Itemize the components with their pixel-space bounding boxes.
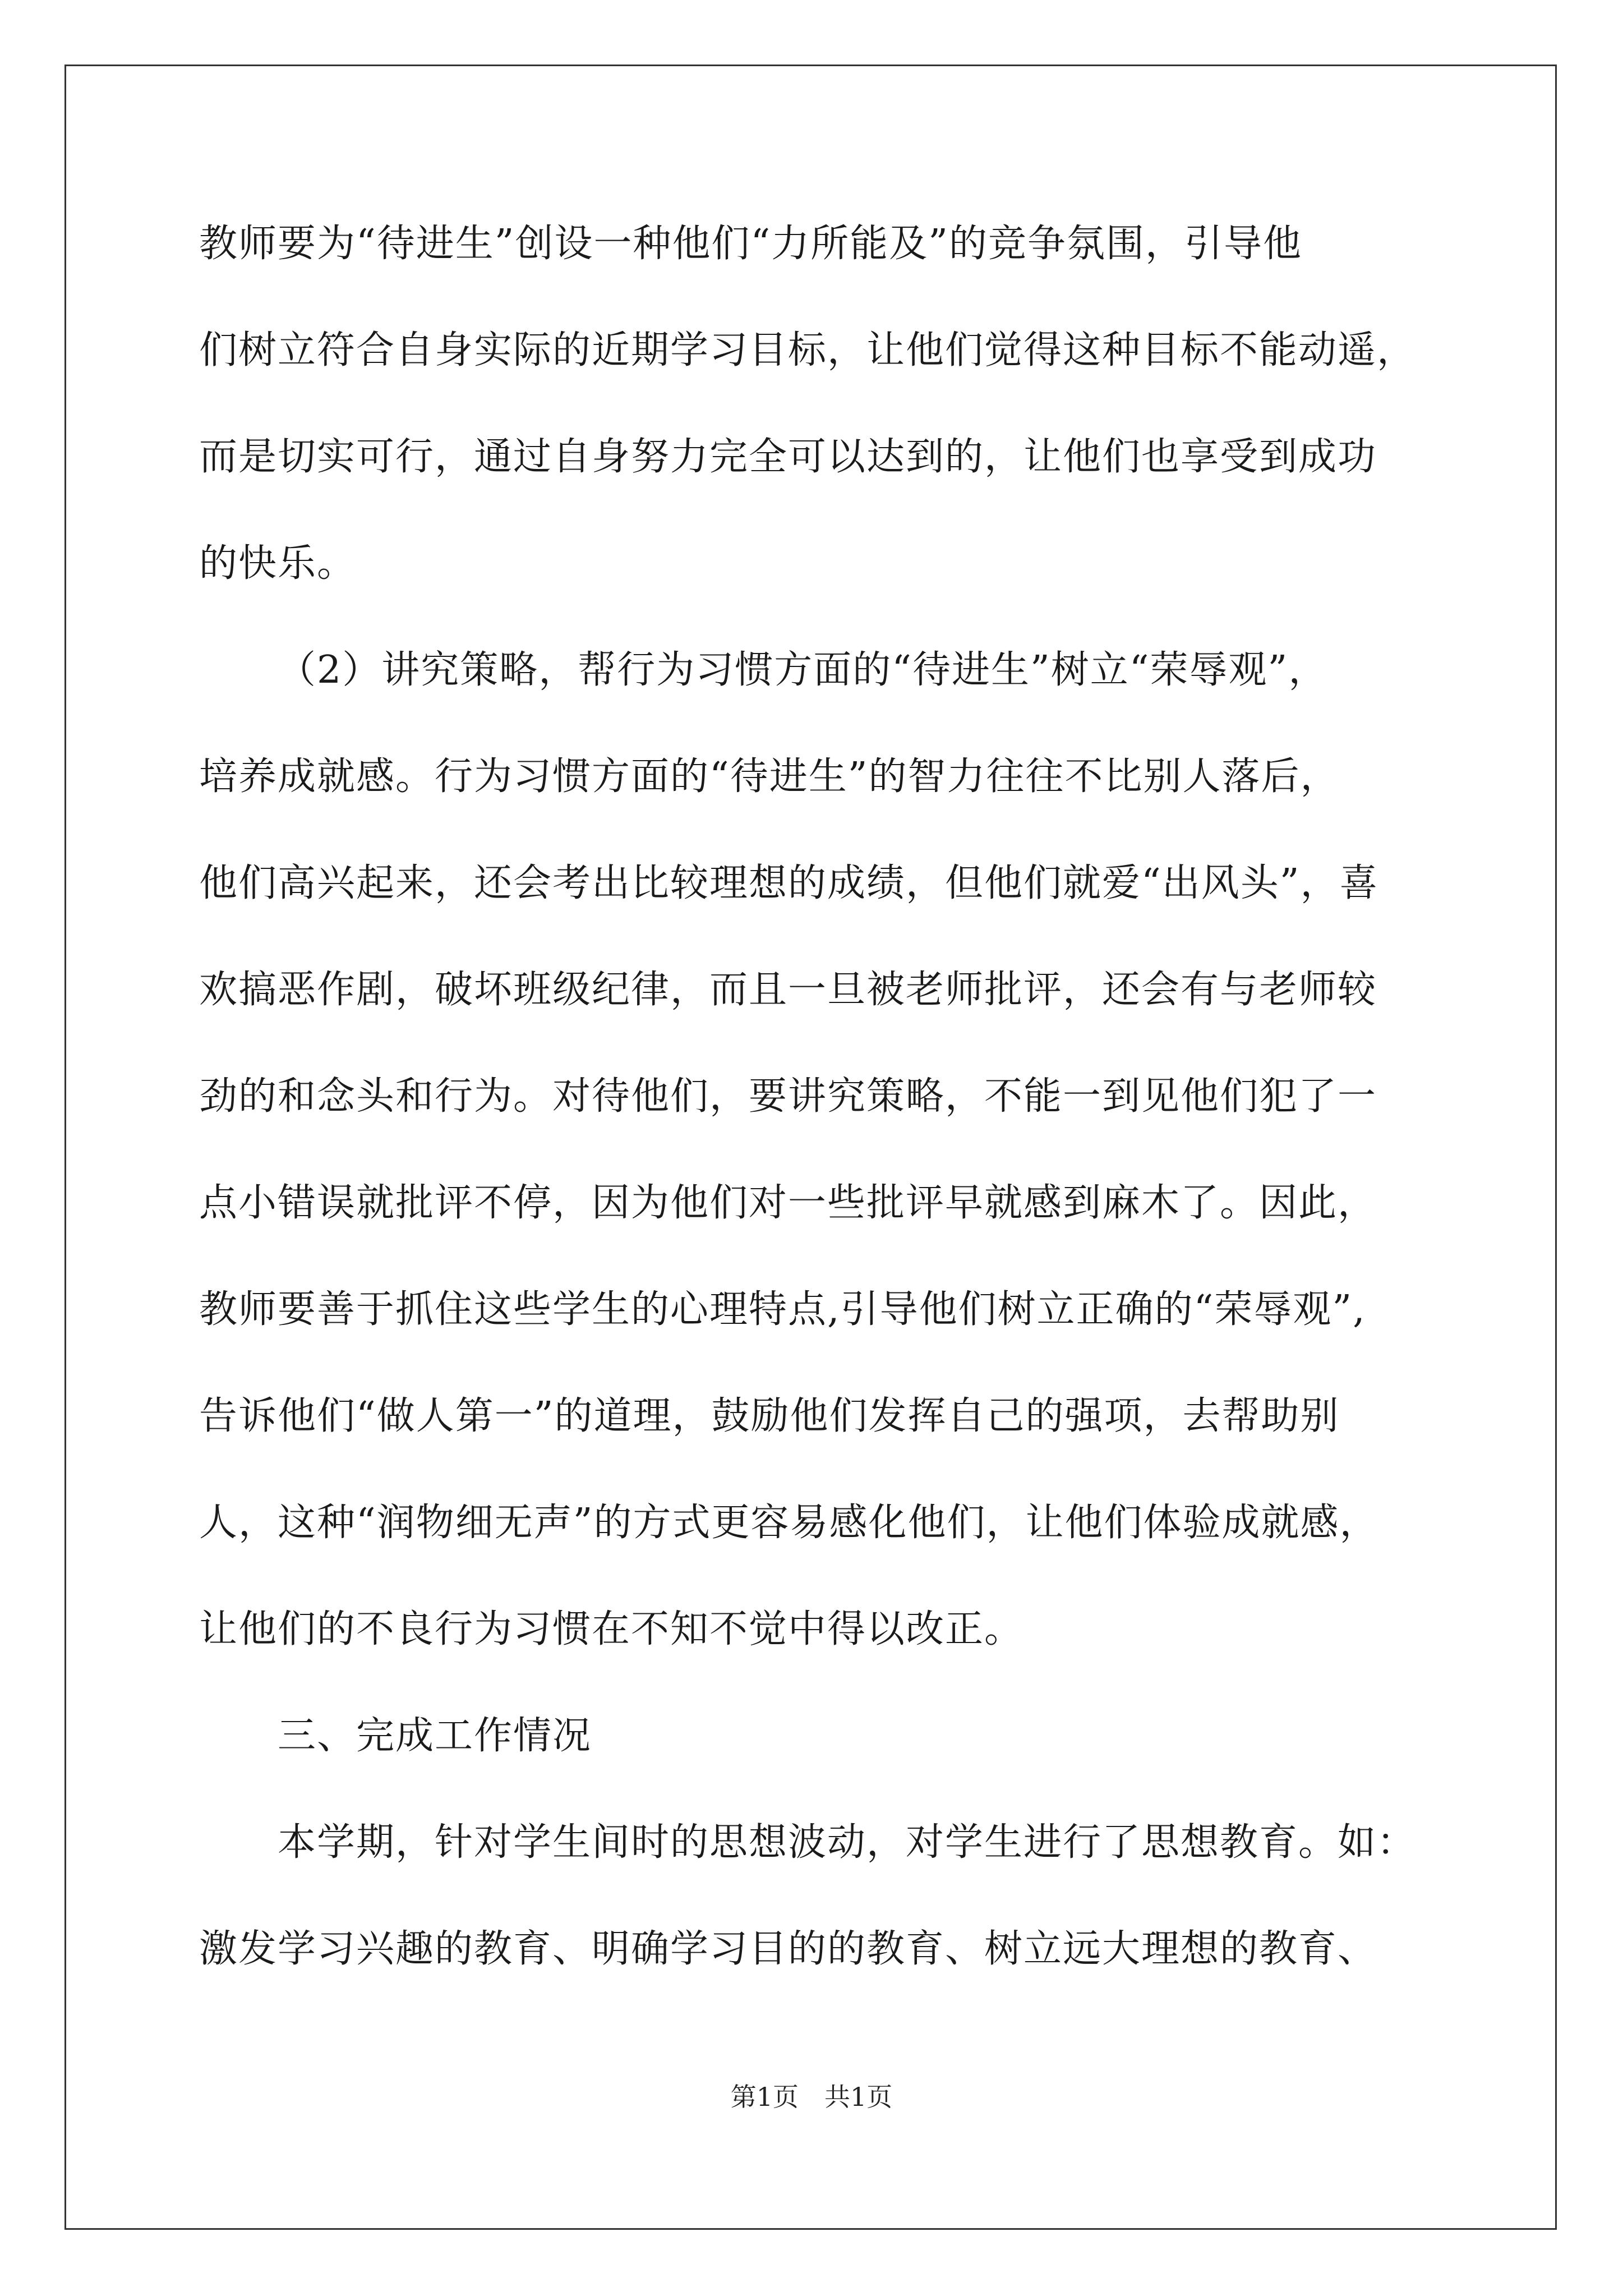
text-line: 们树立符合自身实际的近期学习目标，让他们觉得这种目标不能动遥， [199, 328, 1417, 372]
text-line: 人，这种“润物细无声”的方式更容易感化他们，让他们体验成就感， [199, 1501, 1379, 1545]
text-line: 激发学习兴趣的教育、明确学习目的的教育、树立远大理想的教育、 [199, 1927, 1377, 1971]
text-line: 教师要为“待进生”创设一种他们“力所能及”的竞争氛围，引导他 [199, 222, 1303, 266]
text-line: 欢搞恶作剧，破坏班级纪律，而且一旦被老师批评，还会有与老师较 [199, 968, 1377, 1012]
text-line: 的快乐。 [199, 541, 357, 586]
text-line: 让他们的不良行为习惯在不知不觉中得以改正。 [199, 1607, 1024, 1651]
text-line: 劲的和念头和行为。对待他们，要讲究策略，不能一到见他们犯了一 [199, 1074, 1377, 1119]
text-line: 而是切实可行，通过自身努力完全可以达到的，让他们也享受到成功 [199, 435, 1377, 479]
text-line: 本学期，针对学生间时的思想波动，对学生进行了思想教育。如： [278, 1820, 1417, 1865]
text-line: （2）讲究策略，帮行为习惯方面的“待进生”树立“荣辱观”， [278, 648, 1328, 692]
text-line: 教师要善于抓住这些学生的心理特点,引导他们树立正确的“荣辱观”, [199, 1287, 1366, 1332]
text-line: 点小错误就批评不停，因为他们对一些批评早就感到麻木了。因此， [199, 1181, 1377, 1225]
text-line: 培养成就感。行为习惯方面的“待进生”的智力往往不比别人落后， [199, 754, 1340, 799]
text-line: 他们高兴起来，还会考出比较理想的成绩，但他们就爱“出风头”，喜 [199, 861, 1379, 905]
document-body [199, 213, 1467, 2025]
text-line: 告诉他们“做人第一”的道理，鼓励他们发挥自己的强项，去帮助别 [199, 1394, 1340, 1438]
text-line: 三、完成工作情况 [278, 1714, 592, 1758]
page-footer: 第1页 共1页 [730, 2082, 893, 2112]
